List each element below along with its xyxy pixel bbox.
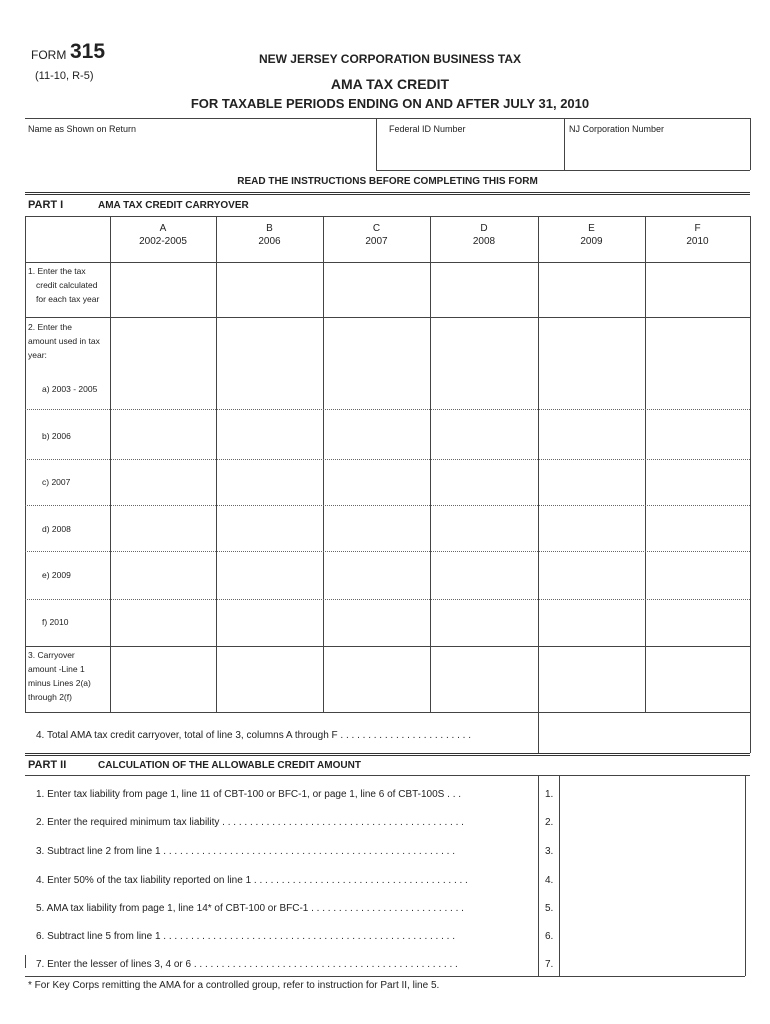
federal-id-input[interactable] <box>379 138 562 168</box>
nj-corp-label: NJ Corporation Number <box>569 124 665 134</box>
rule <box>25 216 26 712</box>
rule <box>25 955 26 968</box>
line2-label: 2. Enter the amount used in tax year: <box>28 322 100 360</box>
instructions-banner: READ THE INSTRUCTIONS BEFORE COMPLETING THIS FORM <box>237 176 538 187</box>
rule <box>750 216 751 753</box>
rule <box>750 118 751 170</box>
rule <box>538 216 539 753</box>
footnote: * For Key Corps remitting the AMA for a controlled group, refer to instruction for Part II, line 5. <box>28 980 440 991</box>
name-input[interactable] <box>26 138 374 168</box>
column-header-f: F 2010 <box>686 223 709 247</box>
part2-line1: 1. Enter tax liability from page 1, line 11 of CBT-100 or BFC-1, or page 1, line 6 of CBT-100S . . . <box>36 789 462 800</box>
rule <box>216 216 217 712</box>
line2a-label: a) 2003 - 2005 <box>42 384 98 394</box>
part1-title: AMA TAX CREDIT CARRYOVER <box>98 200 249 211</box>
form-label: FORM <box>31 48 67 62</box>
part2-line1-input[interactable] <box>561 780 743 804</box>
rule <box>645 216 646 712</box>
rule <box>25 775 750 776</box>
part2-line5: 5. AMA tax liability from page 1, line 14* of CBT-100 or BFC-1 . . . . . . . . . . . . . . . . . . . . . . . . . . . . <box>36 903 464 914</box>
form-number: 315 <box>70 40 106 63</box>
rule <box>110 216 111 712</box>
rule <box>25 216 750 217</box>
name-label: Name as Shown on Return <box>28 124 137 134</box>
part2-line4-number: 4. <box>545 875 554 886</box>
rule <box>559 775 560 976</box>
form-revision: (11-10, R-5) <box>35 70 94 82</box>
part2-label: PART II <box>28 759 67 771</box>
column-header-a: A 2002-2005 <box>139 223 187 247</box>
part2-line2: 2. Enter the required minimum tax liability . . . . . . . . . . . . . . . . . . . . . . . . . . . . . . . . . . . . . . . . . . . . <box>36 817 464 828</box>
rule <box>323 216 324 712</box>
rule <box>538 775 539 976</box>
column-header-b: B 2006 <box>258 223 281 247</box>
rule <box>25 712 750 713</box>
column-header-e: E 2009 <box>580 223 603 247</box>
rule <box>25 753 750 756</box>
part2-line3-input[interactable] <box>561 837 743 861</box>
rule <box>25 118 750 119</box>
line2b-label: b) 2006 <box>42 431 71 441</box>
rule <box>25 551 750 552</box>
line2f-label: f) 2010 <box>42 617 69 627</box>
part2-line7: 7. Enter the lesser of lines 3, 4 or 6 . . . . . . . . . . . . . . . . . . . . . . . . . . . . . . . . . . . . . . . . . . . . . . . . <box>36 959 458 970</box>
line2d-label: d) 2008 <box>42 524 71 534</box>
rule <box>25 599 750 600</box>
part2-line2-number: 2. <box>545 817 554 828</box>
line4-input[interactable] <box>540 716 748 750</box>
rule <box>25 505 750 506</box>
part2-line4: 4. Enter 50% of the tax liability reported on line 1 . . . . . . . . . . . . . . . . . . . . . . . . . . . . . . . . . . . . . . . <box>36 875 468 886</box>
line4-label: 4. Total AMA tax credit carryover, total of line 3, columns A through F . . . . . . . . . . . . . . . . . . . . . . . . <box>36 730 471 741</box>
rule <box>25 976 745 977</box>
part2-line5-number: 5. <box>545 903 554 914</box>
part2-line7-input[interactable] <box>561 950 743 974</box>
column-header-c: C 2007 <box>365 223 388 247</box>
part2-title: CALCULATION OF THE ALLOWABLE CREDIT AMOUNT <box>98 760 361 771</box>
part2-line3: 3. Subtract line 2 from line 1 . . . . . . . . . . . . . . . . . . . . . . . . . . . . . . . . . . . . . . . . . . . . . . . . . . . . . <box>36 846 456 857</box>
line1-label: 1. Enter the tax credit calculated for each tax year <box>28 266 100 304</box>
rule <box>430 216 431 712</box>
line3-label: 3. Carryover amount -Line 1 minus Lines 2(a) through 2(f) <box>28 650 91 702</box>
rule <box>25 317 750 318</box>
part2-line3-number: 3. <box>545 846 554 857</box>
part2-line7-number: 7. <box>545 959 554 970</box>
part2-line1-number: 1. <box>545 789 554 800</box>
line2c-label: c) 2007 <box>42 477 71 487</box>
line2e-label: e) 2009 <box>42 570 71 580</box>
part2-line6-input[interactable] <box>561 922 743 946</box>
part2-line6-number: 6. <box>545 931 554 942</box>
rule <box>25 646 750 647</box>
part2-line4-input[interactable] <box>561 866 743 890</box>
part2-line2-input[interactable] <box>561 808 743 832</box>
form-title: AMA TAX CREDIT <box>330 76 450 92</box>
part1-label: PART I <box>28 199 64 211</box>
rule <box>745 775 746 976</box>
rule <box>376 118 377 170</box>
rule <box>25 192 750 195</box>
rule <box>25 409 750 410</box>
rule <box>25 459 750 460</box>
period-title: FOR TAXABLE PERIODS ENDING ON AND AFTER JULY 31, 2010 <box>190 96 590 111</box>
rule <box>376 170 750 171</box>
rule <box>564 118 565 170</box>
nj-corp-input[interactable] <box>566 138 748 168</box>
agency-title: NEW JERSEY CORPORATION BUSINESS TAX <box>258 52 522 66</box>
federal-id-label: Federal ID Number <box>389 124 466 134</box>
part2-line5-input[interactable] <box>561 894 743 918</box>
column-header-d: D 2008 <box>472 223 496 247</box>
part2-line6: 6. Subtract line 5 from line 1 . . . . . . . . . . . . . . . . . . . . . . . . . . . . . . . . . . . . . . . . . . . . . . . . . . . . . <box>36 931 456 942</box>
rule <box>25 262 750 263</box>
